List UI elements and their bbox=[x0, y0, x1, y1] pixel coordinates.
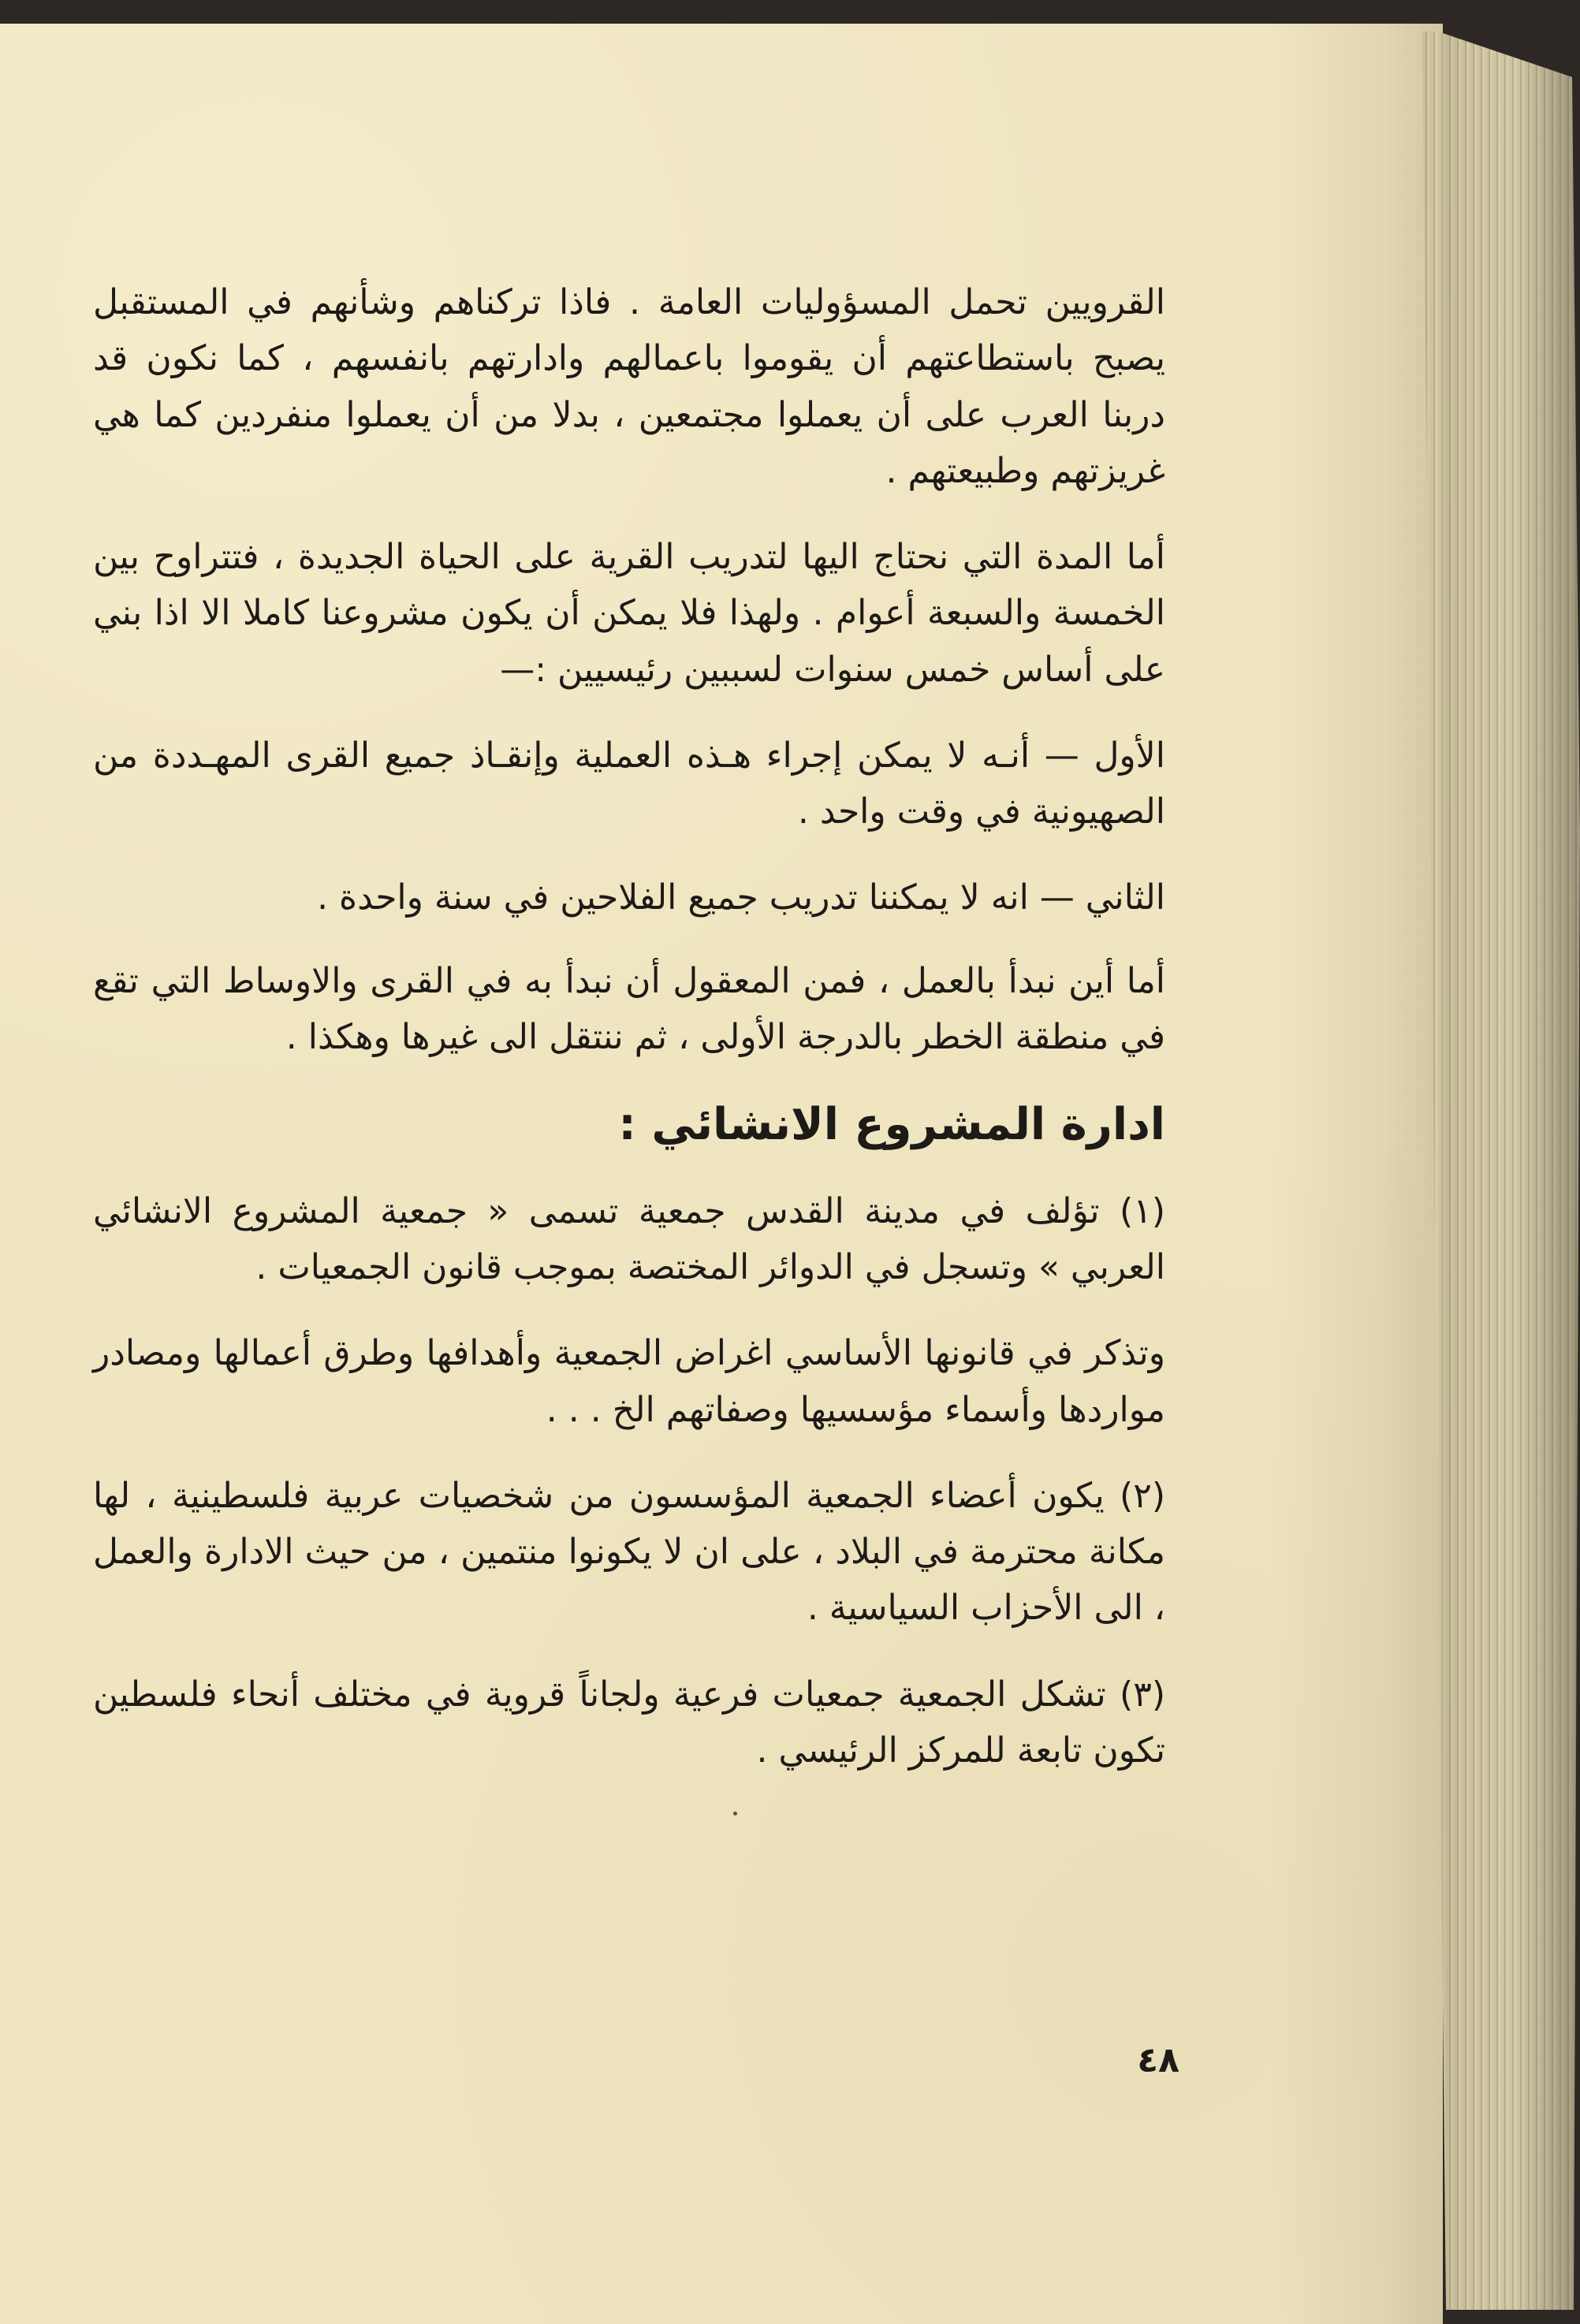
paragraph-2: أما المدة التي نحتاج اليها لتدريب القرية على الحياة الجديدة ، فتتراوح بين الخمسة والسبعة أعوام . ولهذا فلا يمكن أن يكون مشروعنا كاملا الا اذا بني على أساس خمس سنوات لسببين رئيسيين :— bbox=[93, 537, 1165, 690]
clause-1: (١) تؤلف في مدينة القدس جمعية تسمى « جمعية المشروع الانشائي العربي » وتسجل في الدوائر المختصة بموجب قانون الجمعيات . bbox=[93, 1190, 1165, 1288]
paragraph-4: الثاني — انه لا يمكننا تدريب جميع الفلاحين في سنة واحدة . bbox=[317, 877, 1165, 918]
page-edges bbox=[1422, 32, 1580, 2310]
paragraph-1: القرويين تحمل المسؤوليات العامة . فاذا تركناهم وشأنهم في المستقبل يصبح باستطاعتهم أن يقوموا باعمالهم وادارتهم بانفسهم ، كما نكون قد دربنا العرب على أن يعملوا مجتمعين ، بدلا من أن يعملوا منفردين كما هي غريزتهم وطبيعتهم . bbox=[93, 282, 1165, 491]
clause-2: (٢) يكون أعضاء الجمعية المؤسسون من شخصيات عربية فلسطينية ، لها مكانة محترمة في البلاد ، على ان لا يكونوا منتمين ، من حيث الادارة والعمل ، الى الأحزاب السياسية . bbox=[93, 1475, 1165, 1629]
section-heading: ادارة المشروع الانشائي : bbox=[618, 1099, 1165, 1151]
page-number: ٤٨ bbox=[1137, 2040, 1179, 2080]
paragraph-3: الأول — أنـه لا يمكن إجراء هـذه العملية وإنقـاذ جميع القرى المهـددة من الصهيونية في وقت واحد . bbox=[93, 735, 1165, 832]
clause-3: (٣) تشكل الجمعية جمعيات فرعية ولجاناً قروية في مختلف أنحاء فلسطين تكون تابعة للمركز الرئيسي . bbox=[93, 1674, 1165, 1771]
page-text bbox=[93, 274, 1165, 1808]
print-speck bbox=[733, 1812, 737, 1816]
clause-note: وتذكر في قانونها الأساسي اغراض الجمعية وأهدافها وطرق أعمالها ومصادر مواردها وأسماء مؤسسيها وصفاتهم الخ . . . bbox=[93, 1333, 1165, 1430]
paragraph-5: أما أين نبدأ بالعمل ، فمن المعقول أن نبدأ به في القرى والاوساط التي تقع في منطقة الخطر بالدرجة الأولى ، ثم ننتقل الى غيرها وهكذا . bbox=[93, 960, 1165, 1057]
